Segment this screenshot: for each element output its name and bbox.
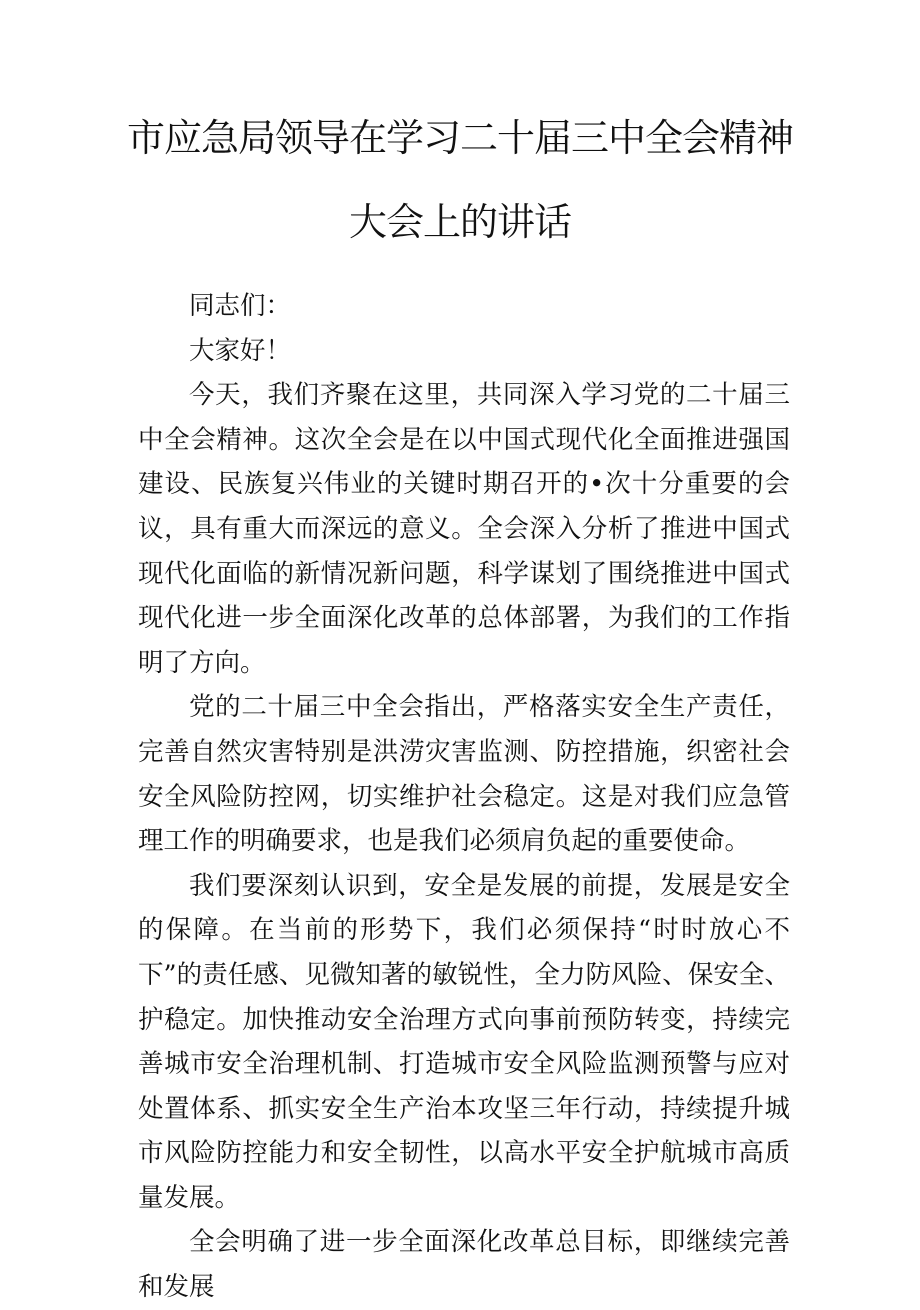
document-title-line-2: 大会上的讲话 (348, 200, 571, 244)
document-body (138, 284, 790, 1310)
document-title-line-1: 市应急局领导在学习二十届三中全会精神 (126, 116, 793, 160)
greeting: 大家好！ (189, 335, 292, 366)
salutation: 同志们： (189, 291, 292, 321)
paragraph-opening: 今天，我们齐聚在这里，共同深入学习党的二十届三中全会精神。这次全会是在以中国式现代化全面推进强国建设、民族复兴伟业的关键时期召开的•次十分重要的会议，具有重大而深远的意义。全会深入分析了推进中国式现代化面临的新情况新问题，科学谋划了围绕推进中国式现代化进一步全面深化改革的总体部署，为我们的工作指明了方向。 (138, 380, 790, 678)
paragraph-requirements: 党的二十届三中全会指出，严格落实安全生产责任，完善自然灾害特别是洪涝灾害监测、防控措施，织密社会安全风险防控网，切实维护社会稳定。这是对我们应急管理工作的明确要求，也是我们必须肩负起的重要使命。 (138, 692, 790, 857)
paragraph-security: 我们要深刻认识到，安全是发展的前提，发展是安全的保障。在当前的形势下，我们必须保持“时时放心不下”的责任感、见微知著的敏锐性，全力防风险、保安全、护稳定。加快推动安全治理方式向事前预防转变，持续完善城市安全治理机制、打造城市安全风险监测预警与应对处置体系、抓实安全生产治本攻坚三年行动，持续提升城市风险防控能力和安全韧性，以高水平安全护航城市高质量发展。 (138, 870, 790, 1213)
paragraph-reform-goal: 全会明确了进一步全面深化改革总目标，即继续完善和发展 (138, 1227, 790, 1303)
